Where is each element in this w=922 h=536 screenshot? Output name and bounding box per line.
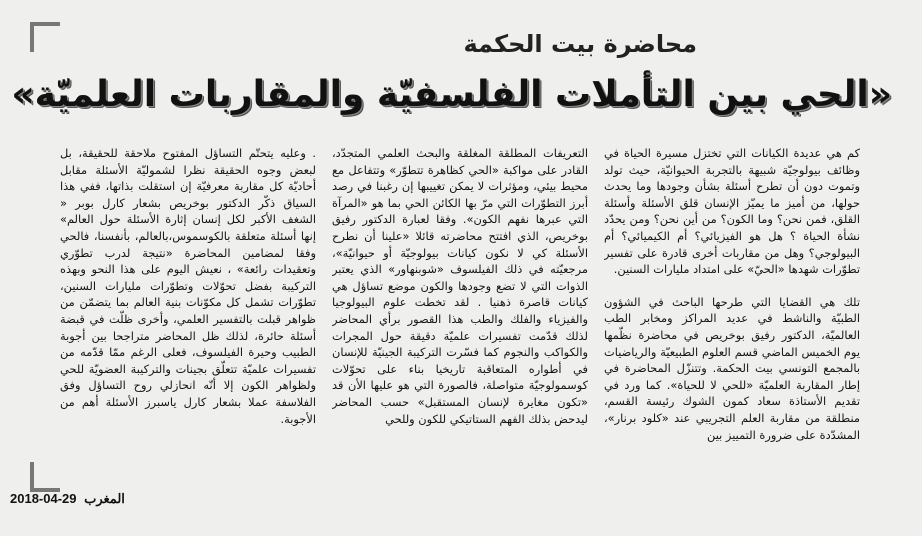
text-column-2 (332, 145, 588, 480)
publication-date: 2018-04-29 (10, 491, 77, 506)
paragraph: كم هي عديدة الكيانات التي تختزل مسيرة الحياة في وظائف بيولوجيّة شبيهة بالتجربة الحيوانيّة، حيث تولد وتموت دون أن تطرح أسئلة بشأن وجودها وما يحدث حولها، من أميز ما يميّز الإنسان قلق الأسئلة وأسئلة القلق، فمن نحن؟ وما الكون؟ من أين نحن؟ ومن يحدّد نشأة الحياة ؟ هل هو الفيزيائي؟ أم الكيميائي؟ أم البيولوجي؟ وهل من مقاربات أخرى قادرة على تفسير تطوّرات شهدها «الحيّ» على امتداد مليارات السنين. (604, 146, 860, 277)
publication-name: المغرب (84, 491, 125, 506)
source-footer (10, 491, 125, 507)
article-headline: «الحي بين التأملات الفلسفيّة والمقاربات العلميّة» (11, 74, 892, 115)
paragraph: التعريفات المطلقة المغلقة والبحث العلمي المتجدّد، القادر على مواكبة «الحي كظاهرة تتطوّر» وتتفاعل مع محيط بيئي، ومؤثرات لا يمكن تغييبها إن رغبنا في رصد أبرز التطوّرات التي مرّ بها الكائن الحي بما هو «المرآة التي عبرها نفهم الكون». وفقا لعبارة الدكتور رفيق بوخريص، الذي افتتح محاضرته قائلا «علينا أن نطرح الأسئلة كي لا نكون كيانات بيولوجيّة أو حيوانيّة»، مرجعيّته في ذلك الفيلسوف «شوبنهاور» الذي يعتبر الذوات التي لا تضع وجودها والكون موضع تساؤل هي كيانات قاصرة ذهنيا . لقد تخطت علوم البيولوجيا والفيزياء والفلك والطب هذا القصور برأي المحاضر لذلك قدّمت تفسيرات علميّة دقيقة حول المجرات والكواكب والنجوم كما فسّرت التركيبة الجينيّة للإنسان في أطواره المتعاقبة تاريخيا بناء على تحوّلات كوسمولوجيّة متواصلة، فالصورة التي هو عليها الأن قد «تكون مغايرة لإنسان المستقبل» حسب المحاضر ليدحض بذلك الفهم الستاتيكي للكون وللحي (332, 146, 588, 426)
paragraph: تلك هي القضايا التي طرحها الباحث في الشؤون الطبيّة والناشط في عديد المراكز ومخابر الطب العالميّة، الدكتور رفيق بوخريص في محاضرة نظّمها يوم الخميس الماضي قسم العلوم الطبيعيّة والرياضيات بالمجمع التونسي بيت الحكمة. وتتنزّل المحاضرة في إطار المقاربة العلميّة «للحي لا للحياة». كما ورد في تقديم الأستاذة سعاد كمون الشوك رئيسة القسم، منطلقة من مقاربة العلم التجريبي عند «كلود برنار»، المشدّدة على ضرورة التمييز بين (604, 294, 860, 442)
corner-mark-bottom-left (30, 462, 60, 492)
article-kicker: محاضرة بيت الحكمة (463, 30, 697, 58)
corner-mark-top-left (30, 22, 60, 52)
text-column-1 (604, 145, 860, 480)
article-body (60, 145, 860, 480)
text-column-3 (60, 145, 316, 480)
paragraph: . وعليه يتحتّم التساؤل المفتوح ملاحقة للحقيقة، بل لبعض وجوه الحقيقة نظرا لشموليّة الأسئلة مقابل أحاديّة كل مقاربة معرفيّة إن استقلت بذاتها، ففي هذا السياق ذكّر الدكتور بوخريص بشعار كارل بوبر « الشغف الأكبر لكل إنسان إثارة الأسئلة حول العالم» إنها أسئلة متعلقة بالكوسموس،بالعالم، بأنفسنا، فالحي وفقا لمضامين المحاضرة «نتيجة لدرب تطوّري وتعقيدات رائعة» ، نعيش اليوم على هذا النحو وبهذه التركيبة بفضل تحوّلات وتطوّرات مليارات السنين، تطوّرات تشمل كل مكوّنات بنية العالم بما يتضمّن من ظواهر قبلت بالتفسير العلمي، وأخرى ظلّت في قبضة أسئلة حائرة، لذلك ظل المحاضر متراجحا بين أجوبة الطبيب وحيرة الفيلسوف، فعلى الرغم ممّا قدّمه من تفسيرات علميّة تتعلّق بجينات والتركيبة العضويّة للحي ولظواهر الكون إلا أنّه انحازلي روح التساؤل وفق الفلاسفة عملا بشعار كارل ياسبرز الأسئلة أهم من الأجوبة. (60, 146, 316, 426)
